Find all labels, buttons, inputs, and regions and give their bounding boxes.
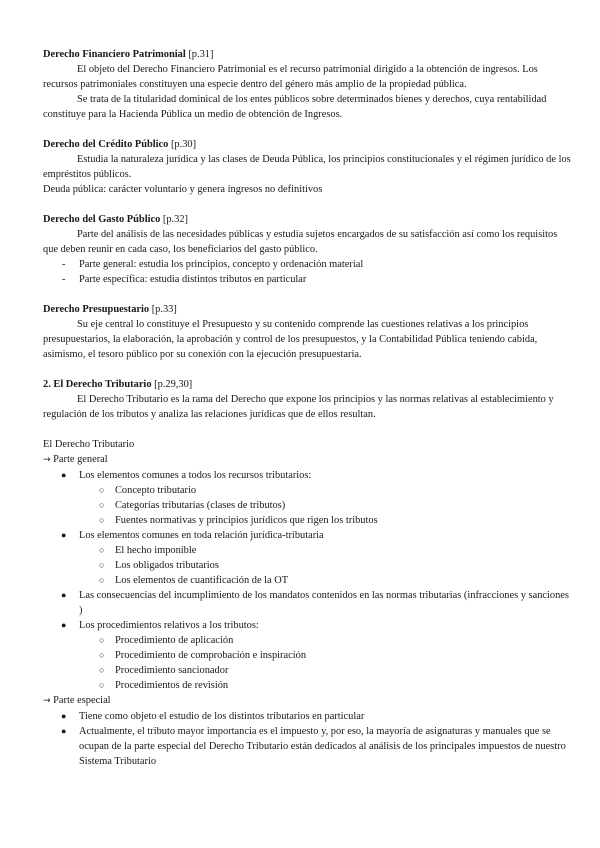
list-item: ● Actualmente, el tributo mayor importancia es el impuesto y, por eso, la mayoría de asignaturas y manuales que se ocupan de la parte especial del Derecho Tributario están dedicados al análisis de los principales impuestos de nuestro Sistema Tributario [61,726,566,767]
bullet-icon: ● [61,711,67,721]
circle-bullet-icon: ○ [99,575,105,585]
section-heading: Derecho Financiero Patrimonial [p.31] [43,49,214,60]
sub-list-item: ○ Los obligados tributarios [99,560,219,571]
outline-part-general: → Parte general [43,454,108,465]
list-item: ● Los procedimientos relativos a los tributos: ○ Procedimiento de aplicación ○ Procedimiento de comprobación e inspiración ○ Procedimiento sancionador ○ Procedimientos de revisión [43,618,573,693]
arrow-right-icon: → [43,455,51,465]
section-heading: Derecho Presupuestario [p.33] [43,304,177,315]
list-item: - Parte específica: estudia distintos tributos en particular [43,272,573,287]
sub-bullet-list [79,483,573,528]
dash-list [43,257,573,287]
bullet-icon: ● [61,726,67,736]
outline-part-especial: → Parte especial [43,695,111,706]
circle-bullet-icon: ○ [99,515,105,525]
list-item: ● Los elementos comunes a todos los recursos tributarios: ○ Concepto tributario ○ Categorías tributarias (clases de tributos) ○ Fuentes normativas y principios jurídicos que rigen los tributos [43,468,573,528]
sub-list-item: ○ Procedimiento de aplicación [99,635,234,646]
section-heading: Derecho del Crédito Público [p.30] [43,139,197,150]
circle-bullet-icon: ○ [99,560,105,570]
circle-bullet-icon: ○ [99,650,105,660]
paragraph: Se trata de la titularidad dominical de los entes públicos sobre determinados bienes y derechos, cuya rentabilidad constituye para la Hacienda Pública un medio de obtención de Ingresos. [43,94,547,120]
sub-bullet-list [79,633,573,693]
sub-list-item: ○ Categorías tributarias (clases de tributos) [99,500,286,511]
sub-list-item: ○ Fuentes normativas y principios jurídicos que rigen los tributos [99,515,378,526]
paragraph: El objeto del Derecho Financiero Patrimonial es el recurso patrimonial dirigido a la obtención de ingresos. Los recursos patrimoniales constituyen una especie dentro del género más amplio de la propiedad pública. [43,64,538,90]
circle-bullet-icon: ○ [99,485,105,495]
bullet-icon: ● [61,470,67,480]
document-body [43,47,573,769]
list-item: ● Los elementos comunes en toda relación jurídica-tributaria ○ El hecho imponible ○ Los obligados tributarios ○ Los elementos de cuantificación de la OT [43,528,573,588]
section-patrimonial [43,47,573,122]
sub-bullet-list [79,543,573,588]
circle-bullet-icon: ○ [99,500,105,510]
list-item: ● Las consecuencias del incumplimiento de los mandatos contenidos en las normas tributarias (infracciones y sanciones ) [61,590,569,616]
circle-bullet-icon: ○ [99,635,105,645]
sub-list-item: ○ Procedimiento sancionador [99,665,229,676]
bullet-list [43,709,573,769]
circle-bullet-icon: ○ [99,665,105,675]
sub-list-item: ○ Los elementos de cuantificación de la OT [99,575,289,586]
sub-list-item: ○ El hecho imponible [99,545,197,556]
section-heading: 2. El Derecho Tributario [p.29,30] [43,379,193,390]
outline-heading: El Derecho Tributario [43,439,135,450]
paragraph: Su eje central lo constituye el Presupuesto y su contenido comprende las cuestiones relativas a los principios presupuestarios, la elaboración, la aprobación y control de los presupuestos, y la Contabilidad Pública teniendo cabida, asimismo, el tesoro público por su conexión con la ejecución presupuestaria. [43,319,538,360]
paragraph: Estudia la naturaleza jurídica y las clases de Deuda Pública, los principios constitucionales y el régimen jurídico de los empréstitos públicos. [43,154,571,180]
sub-list-item: ○ Procedimientos de revisión [99,680,229,691]
section-credito [43,137,573,197]
list-item: ● Tiene como objeto el estudio de los distintos tributarios en particular [61,711,365,722]
list-item: - Parte general: estudia los principios, concepto y ordenación material [43,257,573,272]
bullet-icon: ● [61,620,67,630]
circle-bullet-icon: ○ [99,545,105,555]
arrow-right-icon: → [43,696,51,706]
section-outline [43,437,573,769]
paragraph: El Derecho Tributario es la rama del Derecho que expone los principios y las normas relativas al establecimiento y regulación de los tributos y analiza las relaciones jurídicas que de ellos resultan. [43,394,554,420]
paragraph: Parte del análisis de las necesidades públicas y estudia sujetos encargados de su satisfacción así como los requisitos que deben reunir en cada caso, los beneficiarios del gasto público. [43,229,558,255]
section-gasto [43,212,573,287]
sub-list-item: ○ Concepto tributario [99,485,197,496]
bullet-icon: ● [61,590,67,600]
bullet-icon: ● [61,530,67,540]
circle-bullet-icon: ○ [99,680,105,690]
section-tributario [43,377,573,422]
paragraph: Deuda pública: carácter voluntario y genera ingresos no definitivos [43,184,323,195]
section-heading: Derecho del Gasto Público [p.32] [43,214,188,225]
bullet-list [43,468,573,693]
section-presupuestario [43,302,573,362]
sub-list-item: ○ Procedimiento de comprobación e inspiración [99,650,307,661]
